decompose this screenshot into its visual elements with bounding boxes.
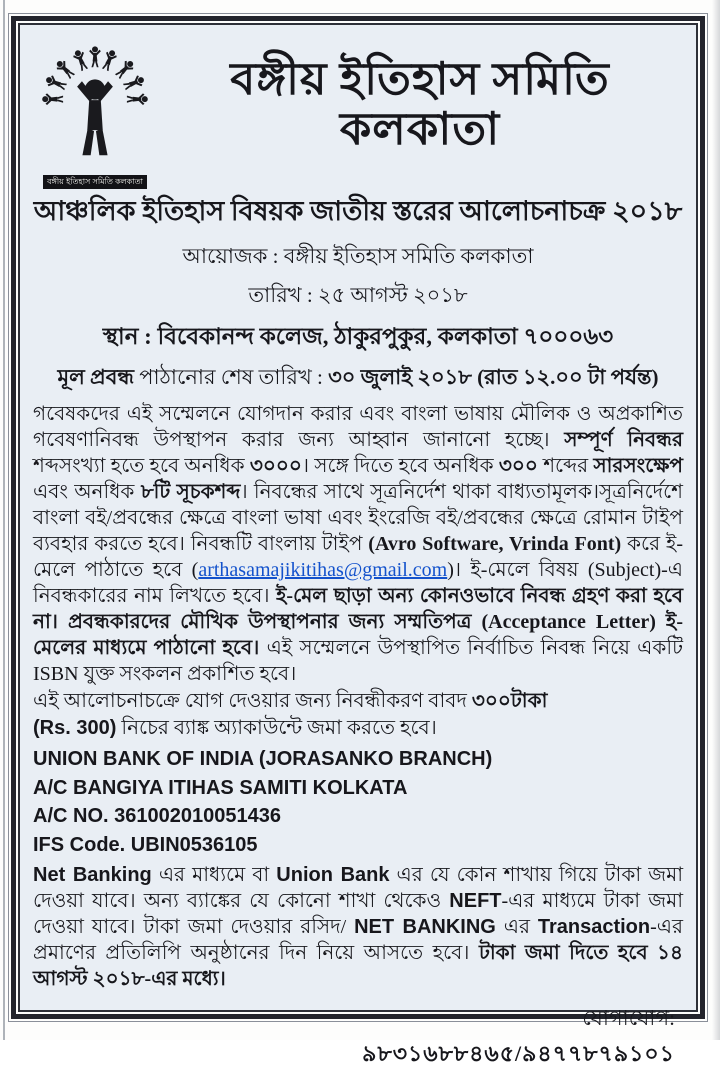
submission-deadline-line: [33, 361, 683, 396]
bank-details: [33, 745, 683, 859]
text-segment: NET BANKING: [354, 916, 496, 938]
text-segment: ৩০ জুলাই ২০১৮ (রাত ১২.০০ টা পর্যন্ত): [328, 365, 659, 389]
text-segment: এই আলোচনাচক্রে যোগ দেওয়ার জন্য নিবন্ধীকরণ বাবদ: [33, 690, 472, 712]
people-arc-logo-icon: [37, 37, 153, 171]
text-segment: ৩০০টাকা: [471, 690, 548, 712]
text-segment: গবেষকদের এই সম্মেলনে যোগদান করার এবং বাংলা ভাষায় মৌলিক ও অপ্রকাশিত গবেষণানিবন্ধ উপস্থাপন করার জন্য আহ্বান জানানো হচ্ছে।: [33, 403, 683, 451]
event-heading: আঞ্চলিক ইতিহাস বিষয়ক জাতীয় স্তরের আলোচনাচক্র ২০১৮: [33, 196, 683, 226]
text-segment: -এর মাধ্যমে টাকা জমা দেওয়া যাবে। টাকা জমা দেওয়ার রসিদ/: [33, 890, 683, 938]
contact-block: [33, 1002, 683, 1074]
text-segment: (Avro Software, Vrinda Font): [368, 533, 622, 555]
text-segment: সম্পূর্ণ নিবন্ধর: [564, 429, 683, 451]
bank-detail-line: A/C BANGIYA ITIHAS SAMITI KOLKATA: [33, 776, 408, 799]
registration-fee-line-1: [33, 688, 683, 715]
text-segment: শব্দের: [543, 455, 594, 477]
text-segment: (Rs. 300): [33, 717, 117, 739]
text-segment: -এর প্রমাণের প্রতিলিপি অনুষ্ঠানের দিন নিয়ে আসতে হবে।: [33, 916, 683, 964]
text-segment: এই সম্মেলনে উপস্থাপিত নির্বাচিত নিবন্ধ নিয়ে একটি ISBN যুক্ত সংকলন প্রকাশিত হবে।: [33, 637, 684, 685]
scan-artifact-left: [3, 0, 5, 1040]
registration-fee-line-2: [33, 715, 683, 742]
text-segment: শব্দসংখ্যা হতে হবে অনধিক: [33, 455, 250, 477]
text-segment: নিচের ব্যাঙ্ক অ্যাকাউন্টে জমা করতে হবে।: [116, 717, 437, 739]
text-segment: ৩০০০: [249, 455, 302, 477]
logo-caption: বঙ্গীয় ইতিহাস সমিতি কলকাতা: [43, 175, 147, 189]
bank-detail-line: IFS Code. UBIN0536105: [33, 833, 258, 856]
text-segment: । সঙ্গে দিতে হবে অনধিক: [301, 455, 499, 477]
text-segment: NEFT: [449, 890, 502, 912]
event-date-line: তারিখ : ২৫ আগস্ট ২০১৮: [248, 283, 468, 307]
scan-artifact-right: [712, 0, 720, 1040]
text-segment: মূল প্রবন্ধ: [57, 365, 140, 389]
text-segment: এর যে কোন শাখায় গিয়ে টাকা জমা দেওয়া যাবে। অন্য ব্যাঙ্কের যে কোনো শাখা থেকেও: [33, 864, 683, 912]
bank-detail-line: A/C NO. 361002010051436: [33, 805, 281, 827]
text-segment: এবং অনধিক: [33, 481, 141, 503]
organizer-line: আয়োজক : বঙ্গীয় ইতিহাস সমিতি কলকাতা: [182, 244, 534, 268]
text-segment: ই-মেল ছাড়া অন্য কোনওভাবে নিবন্ধ গ্রহণ করা হবে না।: [33, 585, 684, 633]
text-segment: Union Bank: [276, 864, 390, 886]
contact-label: যোগাযোগ:: [582, 1006, 675, 1030]
contact-phone-numbers: ৯৮৩১৬৮৮৪৬৫/৯৪৭৭৮৭৯১০১: [362, 1041, 675, 1066]
text-segment: Transaction: [537, 916, 651, 938]
text-segment: এর মাধ্যমে বা: [151, 864, 277, 886]
page-border-frame: [8, 13, 708, 1066]
email-link[interactable]: arthasamajikitihas@gmail.com: [198, 559, 448, 581]
text-segment: পাঠানোর শেষ তারিখ :: [139, 365, 329, 389]
venue-line: স্থান : বিবেকানন্দ কলেজ, ঠাকুরপুকুর, কলকাতা ৭০০০৬৩: [102, 324, 614, 349]
header: [33, 29, 683, 189]
text-segment: করে ই-মেলে পাঠাতে হবে (: [33, 533, 683, 581]
text-segment: ৩০০: [498, 455, 544, 477]
organization-title: বঙ্গীয় ইতিহাস সমিতি কলকাতা: [230, 54, 610, 154]
text-segment: । নিবন্ধের সাথে সূত্রনির্দেশ থাকা বাধ্যতামূলক।সূত্রনির্দেশে বাংলা বই/প্রবন্ধের ক্ষেত্রে বাংলা ভাষা এবং ইংরেজি বই/প্রবন্ধের ক্ষেত্রে রোমান টাইপ ব্যবহার করতে হবে। নিবন্ধটি বাংলায় টাইপ: [33, 481, 683, 555]
text-segment: টাকা জমা দিতে হবে ১৪ আগস্ট ২০১৮-এর মধ্যে।: [33, 942, 683, 990]
text-segment: সারসংক্ষেপ: [593, 455, 684, 477]
society-logo: [33, 29, 157, 189]
text-segment: এর: [495, 916, 538, 938]
text-segment: )। ই-মেলে বিষয় (Subject)-এ নিবন্ধকারের নাম লিখতে হবে।: [33, 559, 683, 607]
text-segment: ৮টি সূচকশব্দ: [140, 481, 241, 503]
payment-instructions-paragraph: [33, 862, 683, 992]
registration-fee-block: [33, 688, 683, 742]
call-for-papers-paragraph: [33, 401, 683, 687]
text-segment: Net Banking: [33, 864, 152, 886]
text-segment: প্রবন্ধকারদের মৌখিক উপস্থাপনার জন্য সম্মতিপত্র (Acceptance Letter) ই-মেলের মাধ্যমে পাঠানো হবে।: [33, 611, 683, 659]
bank-detail-line: UNION BANK OF INDIA (JORASANKO BRANCH): [33, 748, 493, 770]
